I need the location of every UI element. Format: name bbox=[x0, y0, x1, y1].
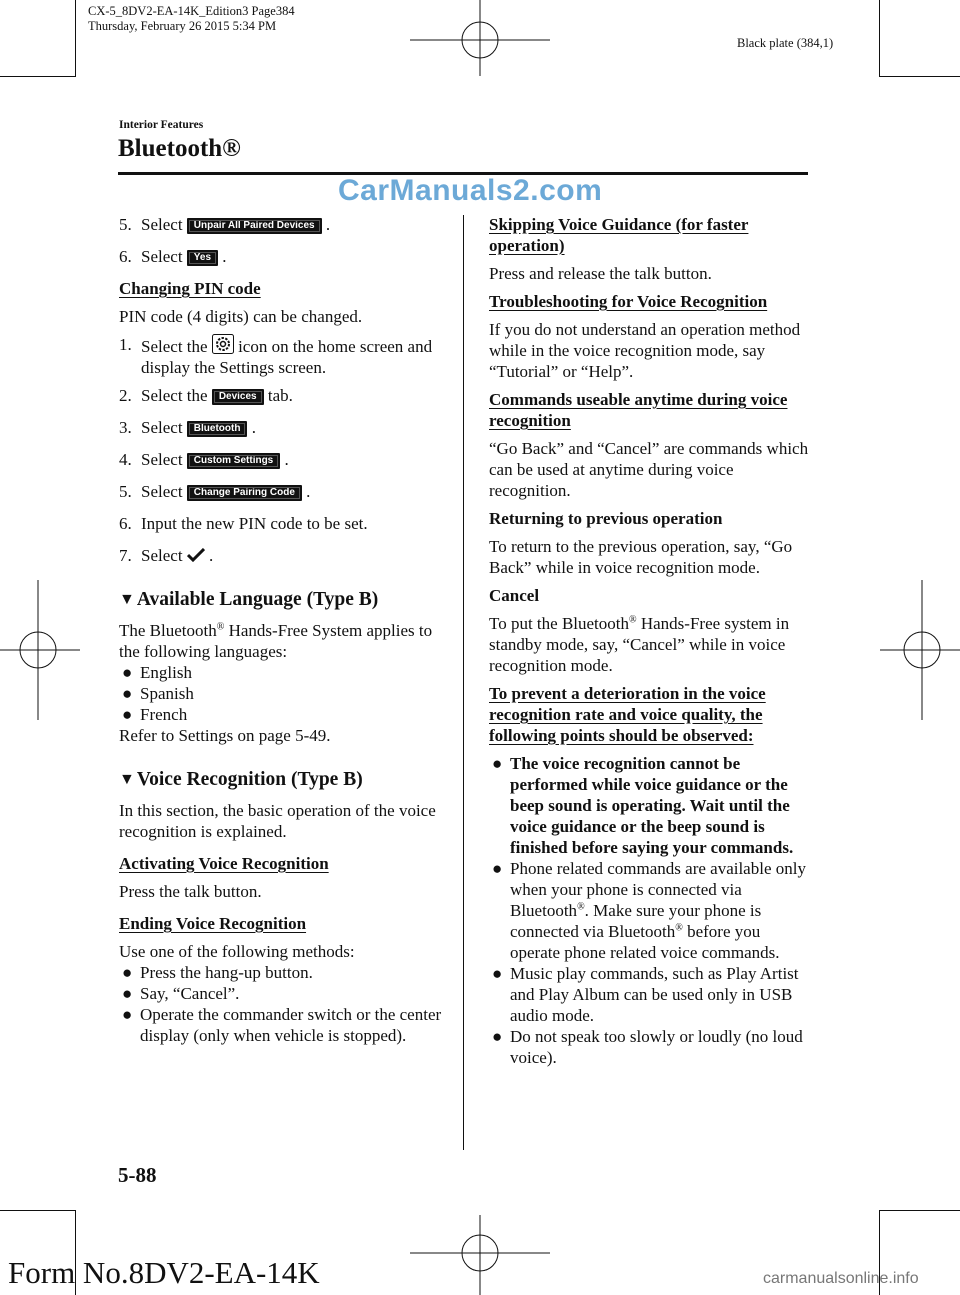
print-file-line: CX-5_8DV2-EA-14K_Edition3 Page384 bbox=[88, 4, 295, 18]
cancel-text: To put the Bluetooth® Hands-Free system in standby mode, say, “Cancel” while in voice recognition mode. bbox=[489, 614, 790, 675]
skipping-text: Press and release the talk button. bbox=[489, 264, 712, 283]
returning-text: To return to the previous operation, say, “Go Back” while in voice recognition mode. bbox=[489, 537, 793, 577]
yes-button: Yes bbox=[187, 250, 218, 266]
step-item: 1. Select the icon on the home screen and display the Settings screen. bbox=[119, 335, 433, 377]
unpair-all-button: Unpair All Paired Devices bbox=[187, 218, 322, 234]
list-item: ● Say, “Cancel”. bbox=[122, 984, 240, 1003]
heading-troubleshooting: Troubleshooting for Voice Recognition bbox=[489, 292, 768, 311]
step-item: 4. Select Custom Settings . bbox=[119, 450, 289, 469]
section-label: Interior Features bbox=[119, 119, 204, 131]
heading-activating: Activating Voice Recognition bbox=[119, 854, 329, 873]
page-number: 5-88 bbox=[118, 1163, 157, 1187]
heading-available-language: ▼ Available Language (Type B) bbox=[119, 589, 379, 610]
heading-voice-recognition: ▼ Voice Recognition (Type B) bbox=[119, 769, 363, 790]
settings-gear-icon bbox=[212, 334, 234, 354]
heading-changing-pin: Changing PIN code bbox=[119, 279, 261, 298]
page-title: Bluetooth® bbox=[118, 135, 241, 162]
voice-intro: In this section, the basic operation of the voice recognition is explained. bbox=[119, 801, 436, 841]
registration-mark-left-icon bbox=[0, 580, 80, 720]
crop-mark bbox=[75, 0, 76, 76]
print-date-line: Thursday, February 26 2015 5:34 PM bbox=[88, 19, 277, 33]
list-item: ● Do not speak too slowly or loudly (no loud voice). bbox=[492, 1027, 803, 1067]
step-item: 2. Select the Devices tab. bbox=[119, 386, 293, 405]
activating-text: Press the talk button. bbox=[119, 882, 262, 901]
step-item: 7. Select . bbox=[119, 546, 214, 565]
list-item: ● The voice recognition cannot be performed while voice guidance or the beep sound is operating. Wait until the voice guidance or the beep sound is finished before saying your commands. bbox=[492, 754, 794, 857]
language-ref: Refer to Settings on page 5-49. bbox=[119, 726, 331, 745]
list-item: ● French bbox=[122, 705, 188, 724]
devices-tab-button: Devices bbox=[212, 389, 264, 405]
crop-mark bbox=[0, 1210, 76, 1211]
step-item: 6. Select Yes . bbox=[119, 247, 227, 266]
heading-commands: Commands useable anytime during voice recognition bbox=[489, 390, 788, 430]
heading-skipping: Skipping Voice Guidance (for faster operation) bbox=[489, 215, 749, 255]
crop-mark bbox=[879, 0, 880, 76]
triangle-marker-icon: ▼ bbox=[119, 591, 135, 608]
custom-settings-button: Custom Settings bbox=[187, 453, 280, 469]
troubleshooting-text: If you do not understand an operation method while in the voice recognition mode, say “Tutorial” or “Help”. bbox=[489, 320, 801, 381]
list-item: ● Press the hang-up button. bbox=[122, 963, 313, 982]
pin-intro: PIN code (4 digits) can be changed. bbox=[119, 307, 363, 326]
bluetooth-button: Bluetooth bbox=[187, 421, 248, 437]
crop-mark bbox=[879, 76, 960, 77]
heading-cancel: Cancel bbox=[489, 586, 540, 605]
step-item: 5. Select Unpair All Paired Devices . bbox=[119, 215, 331, 234]
registration-mark-top-icon bbox=[410, 0, 550, 78]
ending-intro: Use one of the following methods: bbox=[119, 942, 355, 961]
heading-prevent: To prevent a deterioration in the voice recognition rate and voice quality, the following points should be observed: bbox=[489, 684, 766, 745]
crop-mark bbox=[879, 1210, 960, 1211]
heading-returning: Returning to previous operation bbox=[489, 509, 723, 528]
change-pairing-code-button: Change Pairing Code bbox=[187, 485, 302, 501]
heading-ending: Ending Voice Recognition bbox=[119, 914, 307, 933]
triangle-marker-icon: ▼ bbox=[119, 771, 135, 788]
registration-mark-bottom-icon bbox=[410, 1215, 550, 1295]
site-watermark: carmanualsonline.info bbox=[763, 1270, 919, 1287]
watermark: CarManuals2.com bbox=[338, 174, 603, 207]
list-item: ● Phone related commands are available only when your phone is connected via Bluetooth®. Make sure your phone is connected via Bluetooth® before you operate phone related voice commands. bbox=[492, 859, 806, 962]
registration-mark-right-icon bbox=[880, 580, 960, 720]
list-item: ● Spanish bbox=[122, 684, 194, 703]
column-divider bbox=[463, 215, 464, 1150]
list-item: ● English bbox=[122, 663, 192, 682]
checkmark-icon bbox=[187, 548, 205, 562]
step-item: 5. Select Change Pairing Code . bbox=[119, 482, 311, 501]
left-column bbox=[119, 214, 454, 1046]
list-item: ● Music play commands, such as Play Artist and Play Album can be used only in USB audio mode. bbox=[492, 964, 799, 1025]
crop-mark bbox=[0, 76, 76, 77]
form-number: Form No.8DV2-EA-14K bbox=[8, 1255, 320, 1290]
step-item: 3. Select Bluetooth . bbox=[119, 418, 256, 437]
commands-text: “Go Back” and “Cancel” are commands which can be used at anytime during voice recognition. bbox=[489, 439, 809, 500]
step-item: 6. Input the new PIN code to be set. bbox=[119, 514, 368, 533]
language-intro: The Bluetooth® Hands-Free System applies to the following languages: bbox=[119, 621, 433, 661]
right-column bbox=[489, 214, 811, 1068]
black-plate-label: Black plate (384,1) bbox=[737, 36, 834, 50]
list-item: ● Operate the commander switch or the center display (only when vehicle is stopped). bbox=[122, 1005, 442, 1045]
